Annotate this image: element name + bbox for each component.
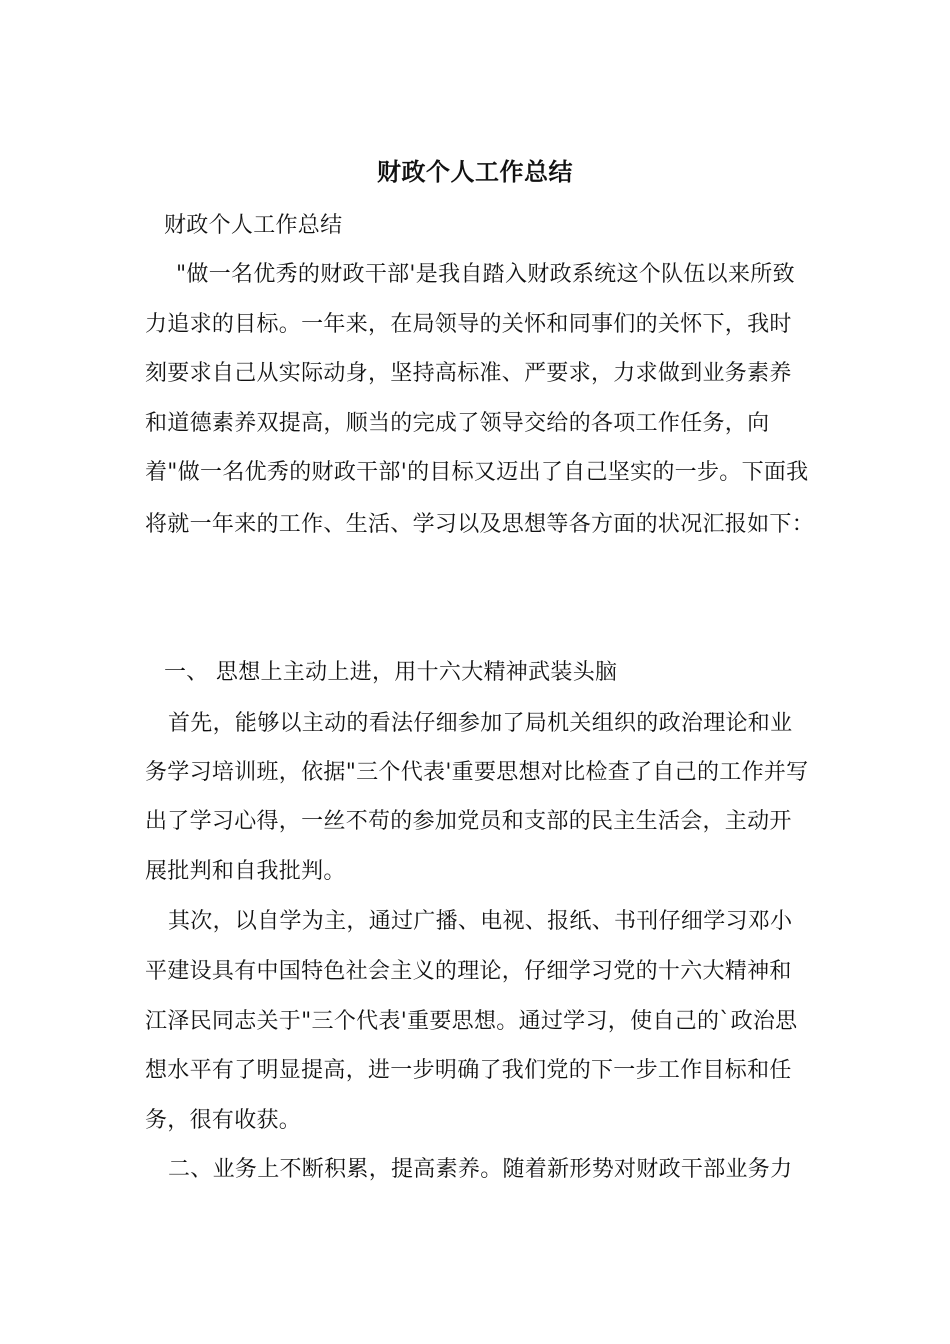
paragraph-line: 展批判和自我批判。 xyxy=(145,859,346,884)
paragraph-line: 力追求的目标。一年来，在局领导的关怀和同事们的关怀下，我时 xyxy=(145,312,792,337)
paragraph-line: 将就一年来的工作、生活、学习以及思想等各方面的状况汇报如下： xyxy=(145,512,815,537)
paragraph-line: 江泽民同志关于"三个代表'重要思想。通过学习，使自己的`政治思 xyxy=(145,1009,798,1034)
paragraph-line: 刻要求自己从实际动身，坚持高标准、严要求，力求做到业务素养 xyxy=(145,361,792,386)
section-heading: 二、业务上不断积累，提高素养。随着新形势对财政干部业务力 xyxy=(168,1157,793,1182)
paragraph-line: 务学习培训班，依据"三个代表'重要思想对比检查了自己的工作并写 xyxy=(145,760,809,785)
document-title: 财政个人工作总结 xyxy=(377,157,573,186)
subtitle-line: 财政个人工作总结 xyxy=(164,213,343,238)
paragraph-line: 其次，以自学为主，通过广播、电视、报纸、书刊仔细学习邓小 xyxy=(168,909,793,934)
paragraph-line: 首先，能够以主动的看法仔细参加了局机关组织的政治理论和业 xyxy=(168,711,793,736)
paragraph-line: "做一名优秀的财政干部'是我自踏入财政系统这个队伍以来所致 xyxy=(176,262,795,287)
paragraph-line: 着"做一名优秀的财政干部'的目标又迈出了自己坚实的一步。下面我 xyxy=(145,460,809,485)
paragraph-line: 平建设具有中国特色社会主义的理论，仔细学习党的十六大精神和 xyxy=(145,959,792,984)
paragraph-line: 务，很有收获。 xyxy=(145,1108,302,1133)
section-heading: 一、 思想上主动上进，用十六大精神武装头脑 xyxy=(164,660,618,685)
paragraph-line: 和道德素养双提高，顺当的完成了领导交给的各项工作任务，向 xyxy=(145,411,770,436)
paragraph-line: 出了学习心得，一丝不苟的参加党员和支部的民主生活会，主动开 xyxy=(145,809,792,834)
paragraph-line: 想水平有了明显提高，进一步明确了我们党的下一步工作目标和任 xyxy=(145,1058,792,1083)
